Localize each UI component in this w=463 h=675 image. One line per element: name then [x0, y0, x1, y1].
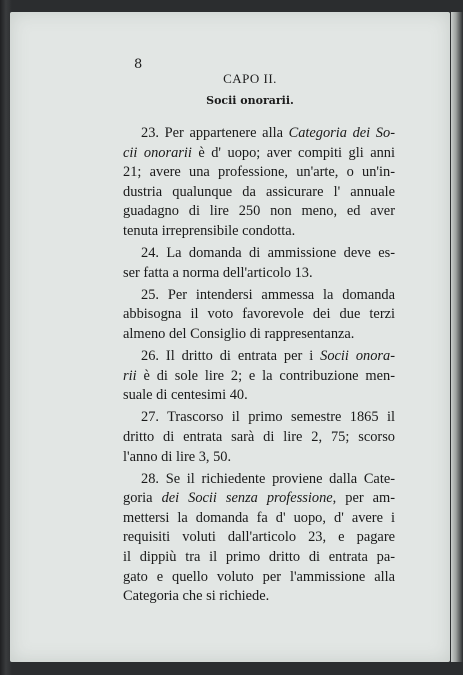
text-run: , per am- — [332, 490, 395, 507]
italic-text: Categoria dei So- — [288, 125, 395, 141]
text-run: dustria qualunque da assicurare l' annuale — [123, 183, 395, 200]
text-line — [123, 386, 395, 406]
page-edge — [451, 12, 463, 662]
chapter-heading: CAPO II. — [223, 71, 277, 86]
text-run: ser fatta a norma dell'articolo 13. — [123, 264, 313, 281]
text-line — [123, 144, 395, 164]
text-run: l'anno di lire 3, 50. — [123, 448, 232, 465]
text-line — [123, 325, 395, 345]
text-run: abbisogna il voto favorevole dei due terzi — [123, 306, 395, 323]
text-line — [123, 548, 395, 568]
text-run: suale di centesimi 40. — [123, 387, 248, 404]
text-line — [123, 448, 395, 468]
text-line — [123, 408, 395, 428]
text-line — [123, 244, 395, 264]
article-4 — [123, 347, 395, 406]
text-run: almeno del Consiglio di rappresentanza. — [123, 325, 355, 342]
article-1 — [123, 124, 395, 242]
text-line — [123, 202, 395, 222]
article-2 — [123, 244, 395, 283]
text-line — [123, 428, 395, 448]
text-run: mettersi la domanda fa d' uopo, d' avere i — [123, 509, 395, 526]
text-run: tenuta irreprensibile condotta. — [123, 222, 296, 239]
article-6 — [123, 470, 395, 607]
text-run: è di sole lire 2; e la contribuzione men- — [136, 367, 395, 384]
text-line — [123, 183, 395, 203]
italic-text: Socii onora- — [320, 348, 395, 365]
text-run: 25. Per intendersi ammessa la domanda — [141, 286, 395, 303]
text-run: è d' uopo; aver compiti gli anni — [191, 144, 395, 161]
text-run: requisiti voluti dall'articolo 23, e pagare — [123, 529, 395, 546]
text-run: 24. La domanda di ammissione deve es- — [141, 245, 395, 262]
text-line — [123, 587, 395, 607]
italic-text: dei Socii senza professione — [161, 490, 333, 507]
text-run: goria — [123, 490, 162, 507]
article-body — [123, 124, 395, 607]
page-number: 8 — [134, 57, 143, 72]
text-run: guadagno di lire 250 non meno, ed aver — [123, 203, 395, 220]
text-run: 26. Il dritto di entrata per i — [141, 348, 321, 365]
book-page — [10, 12, 450, 662]
article-5 — [123, 408, 395, 467]
text-line — [123, 470, 395, 490]
section-title: Socii onorarii. — [206, 94, 294, 107]
italic-text: rii — [123, 367, 137, 384]
text-line — [123, 222, 395, 242]
text-line — [123, 286, 395, 306]
text-run: 23. Per appartenere alla — [141, 125, 289, 141]
text-line — [123, 264, 395, 284]
text-run: Categoria che si richiede. — [123, 588, 270, 605]
text-line — [123, 509, 395, 529]
text-line — [123, 347, 395, 367]
text-run: dritto di entrata sarà di lire 2, 75; scorso — [123, 428, 395, 445]
italic-text: cii onorarii — [123, 144, 192, 161]
text-line — [123, 124, 395, 144]
text-run: gato e quello voluto per l'ammissione alla — [123, 568, 395, 585]
text-run: 21; avere una professione, un'arte, o un'in- — [123, 164, 395, 181]
text-line — [123, 367, 395, 387]
text-line — [123, 528, 395, 548]
text-run: 28. Se il richiedente proviene dalla Cate- — [141, 470, 395, 487]
text-line — [123, 489, 395, 509]
text-run: 27. Trascorso il primo semestre 1865 il — [141, 409, 395, 426]
text-line — [123, 305, 395, 325]
text-line — [123, 163, 395, 183]
article-3 — [123, 286, 395, 345]
text-line — [123, 568, 395, 588]
text-run: il dippiù tra il primo dritto di entrata pa- — [123, 548, 395, 565]
